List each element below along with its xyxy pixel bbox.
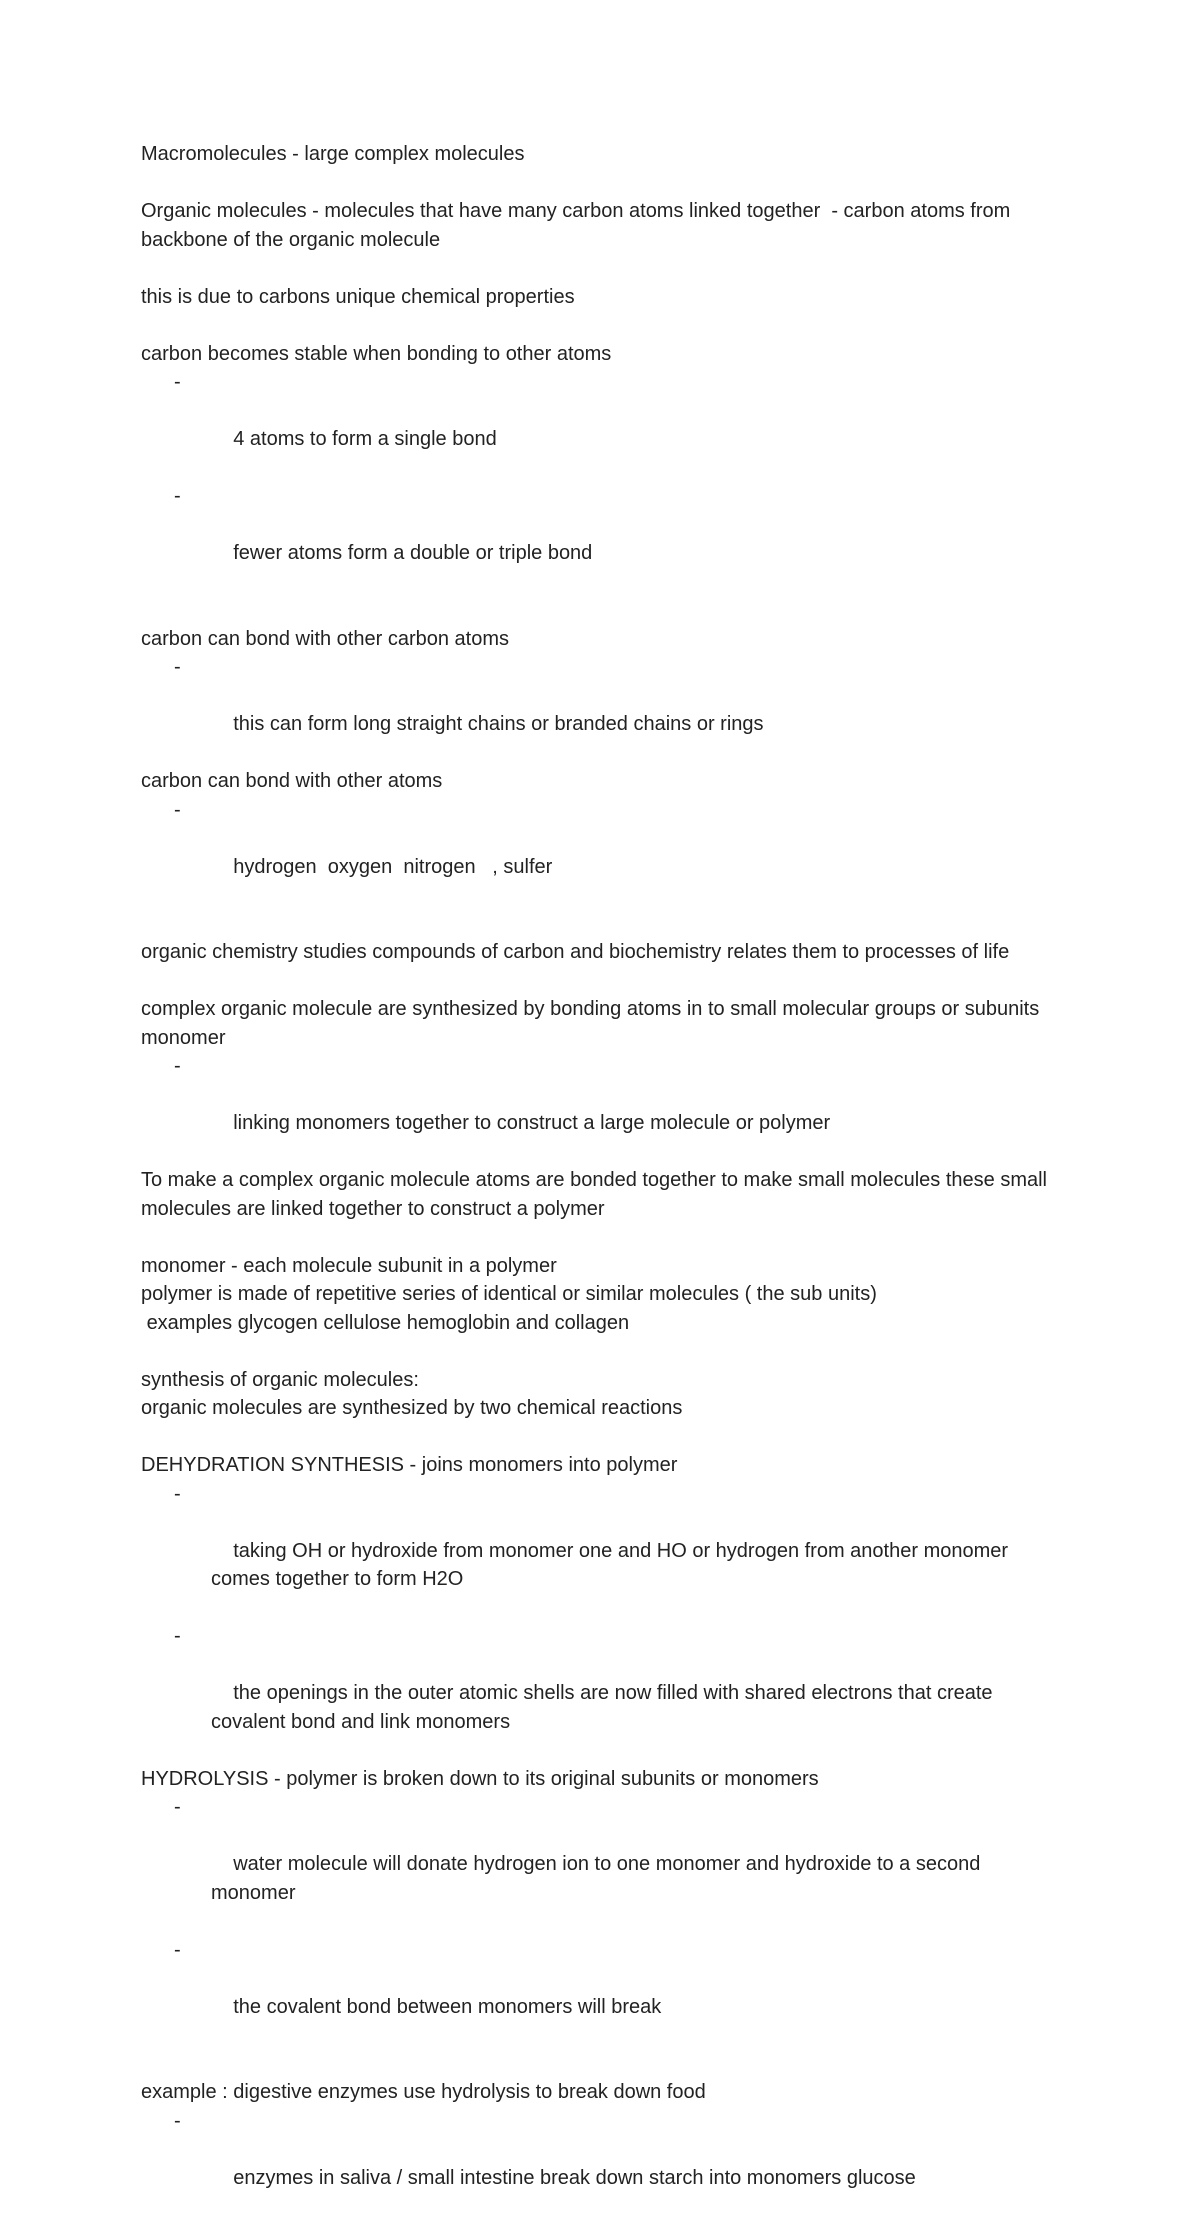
list-item (141, 1793, 1061, 1936)
document-page (141, 140, 1061, 2221)
paragraph-examples: examples glycogen cellulose hemoglobin and collagen (141, 1311, 630, 1334)
paragraph-carbon-stable: carbon becomes stable when bonding to other atoms (141, 342, 612, 365)
dash-bullet: - (174, 1796, 181, 1818)
list-item-text: this can form long straight chains or branded chains or rings (233, 713, 764, 735)
paragraph-carbon-carbon: carbon can bond with other carbon atoms (141, 627, 509, 650)
spacer (141, 311, 1061, 340)
paragraph-organic-chemistry: organic chemistry studies compounds of carbon and biochemistry relates them to processes of life (141, 941, 1010, 963)
paragraph-synthesis-heading: synthesis of organic molecules: (141, 1368, 419, 1391)
paragraph-carbon-other: carbon can bond with other atoms (141, 770, 443, 792)
list-item (141, 1480, 1061, 1623)
paragraph-hydrolysis: HYDROLYSIS - polymer is broken down to its original subunits or monomers (141, 1767, 819, 1790)
dash-bullet: - (174, 2109, 181, 2132)
dash-bullet: - (174, 656, 181, 678)
list-item-text: fewer atoms form a double or triple bond (233, 542, 593, 564)
dash-bullet: - (174, 1625, 181, 1647)
dash-bullet: - (174, 1055, 181, 1077)
paragraph-organic-molecules: Organic molecules - molecules that have many carbon atoms linked together - carbon atoms from backbone of the organic molecule (141, 200, 1016, 251)
list-item-text: linking monomers together to construct a large molecule or polymer (233, 1112, 831, 1134)
spacer (141, 1423, 1061, 1452)
dash-bullet: - (174, 798, 181, 821)
dash-bullet: - (174, 1482, 181, 1505)
list-item (141, 796, 1061, 910)
list-item-text: taking OH or hydroxide from monomer one and HO or hydrogen from another monomer comes together to form H2O (211, 1539, 1014, 1590)
dash-bullet: - (174, 1938, 181, 1961)
list-item-text: the covalent bond between monomers will break (233, 1995, 662, 2018)
list-item (141, 482, 1061, 596)
spacer (141, 1223, 1061, 1252)
dash-bullet: - (174, 485, 181, 507)
list-item (141, 1936, 1061, 2050)
paragraph-polymer: polymer is made of repetitive series of identical or similar molecules ( the sub units) (141, 1283, 877, 1305)
spacer (141, 596, 1061, 625)
spacer (141, 254, 1061, 283)
spacer (141, 967, 1061, 996)
list-item-text: 4 atoms to form a single bond (233, 428, 497, 450)
spacer (141, 910, 1061, 939)
paragraph-dehydration: DEHYDRATION SYNTHESIS - joins monomers into polymer (141, 1454, 678, 1476)
list-item (141, 2107, 1061, 2221)
paragraph-monomer: monomer - each molecule subunit in a polymer (141, 1254, 557, 1277)
paragraph-synthesis: organic molecules are synthesized by two chemical reactions (141, 1397, 683, 1419)
list-item (141, 653, 1061, 767)
paragraph-complex-organic: complex organic molecule are synthesized by bonding atoms in to small molecular groups or subunits monomer (141, 998, 1045, 1049)
spacer (141, 169, 1061, 198)
paragraph-example-digestive: example : digestive enzymes use hydrolysis to break down food (141, 2081, 706, 2103)
list-item-text: hydrogen oxygen nitrogen , sulfer (233, 855, 553, 878)
list-item (141, 368, 1061, 482)
paragraph-carbon-properties: this is due to carbons unique chemical properties (141, 285, 575, 308)
dash-bullet: - (174, 371, 181, 393)
list-item (141, 1052, 1061, 1166)
list-item-text: enzymes in saliva / small intestine break down starch into monomers glucose (233, 2166, 916, 2189)
list-item-text: the openings in the outer atomic shells are now filled with shared electrons that create covalent bond and link monomers (211, 1682, 999, 1733)
paragraph-to-make-complex: To make a complex organic molecule atoms are bonded together to make small molecules these small molecules are linked together to construct a polymer (141, 1169, 1053, 1220)
spacer (141, 2050, 1061, 2079)
list-item (141, 1622, 1061, 1765)
list-item-text: water molecule will donate hydrogen ion to one monomer and hydroxide to a second monomer (211, 1853, 986, 1904)
spacer (141, 1337, 1061, 1366)
heading-macromolecules: Macromolecules - large complex molecules (141, 143, 525, 165)
